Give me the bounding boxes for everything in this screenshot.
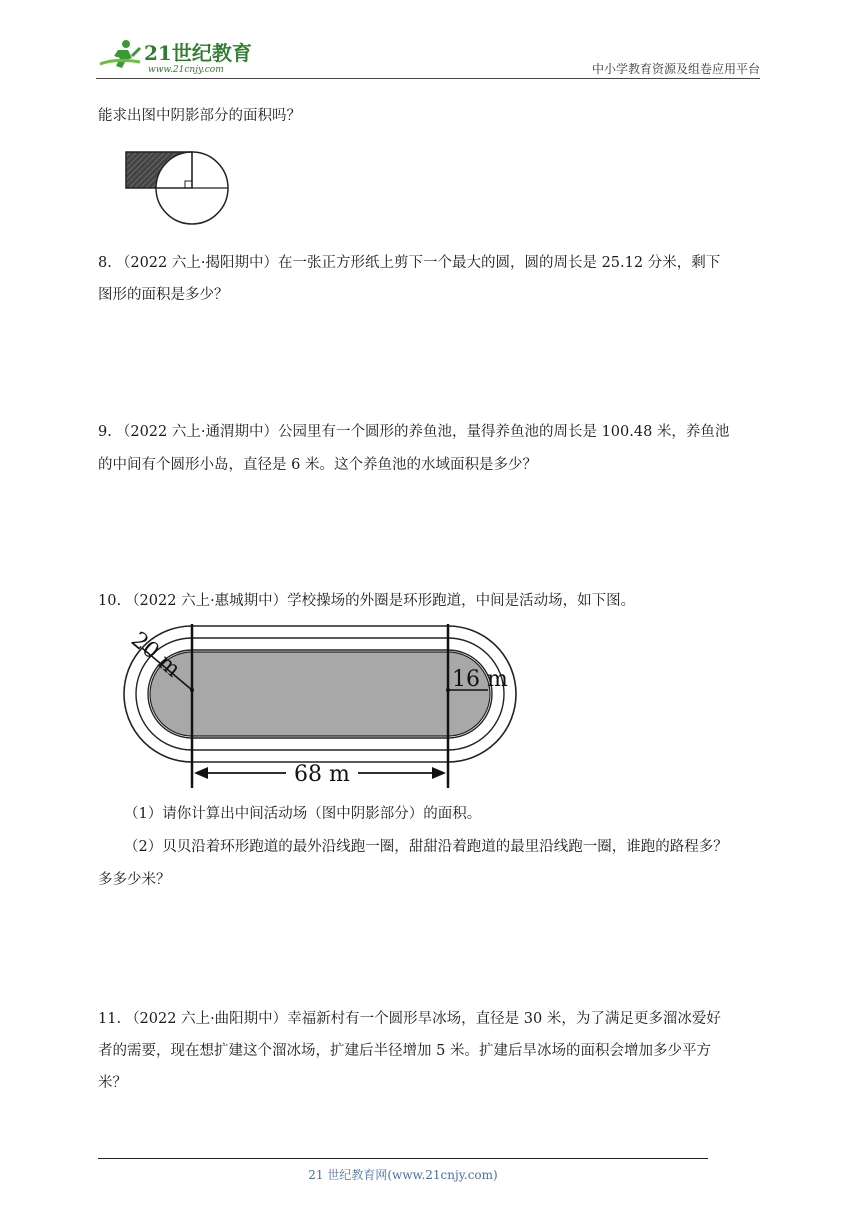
question-11-number: 11. bbox=[98, 1011, 122, 1027]
question-8-line-1 bbox=[98, 253, 720, 273]
question-10-number: 10. bbox=[98, 593, 122, 609]
label-20m: 20 m bbox=[126, 627, 186, 683]
intro-question: 能求出图中阴影部分的面积吗？ bbox=[98, 108, 301, 124]
question-9-number: 9. bbox=[98, 424, 112, 440]
question-10-line-1 bbox=[98, 591, 635, 611]
label-68m: 68 m bbox=[294, 762, 350, 787]
question-9-line-2: 的中间有个圆形小岛，直径是 6 米。这个养鱼池的水域面积是多少？ bbox=[98, 457, 537, 473]
logo-main-text: 21世纪教育 bbox=[144, 41, 252, 65]
question-10-sub-1: （1）请你计算出中间活动场（图中阴影部分）的面积。 bbox=[124, 806, 482, 822]
runner-icon bbox=[100, 40, 140, 68]
question-9-line-1 bbox=[98, 422, 729, 442]
question-11-line-2: 者的需要，现在想扩建这个溜冰场，扩建后半径增加 5 米。扩建后旱冰场的面积会增加多少平方 bbox=[98, 1043, 711, 1059]
question-11-text-1: （2022 六上·曲阳期中）幸福新村有一个圆形旱冰场，直径是 30 米，为了满足更多溜冰爱好 bbox=[125, 1011, 721, 1027]
question-10-text-1: （2022 六上·惠城期中）学校操场的外圈是环形跑道，中间是活动场，如下图。 bbox=[125, 593, 636, 609]
question-8-number: 8. bbox=[98, 255, 112, 271]
label-16m: 16 m bbox=[452, 667, 508, 692]
header-platform-text: 中小学教育资源及组卷应用平台 bbox=[591, 62, 760, 76]
question-11-line-3: 米？ bbox=[98, 1075, 127, 1091]
header-divider bbox=[96, 78, 760, 79]
footer-link[interactable]: 21 世纪教育网(www.21cnjy.com) bbox=[308, 1168, 498, 1182]
footer-divider bbox=[98, 1158, 708, 1159]
logo-sub-text: www.21cnjy.com bbox=[148, 65, 224, 75]
figure-running-track bbox=[118, 618, 528, 800]
question-9-text-1: （2022 六上·通渭期中）公园里有一个圆形的养鱼池，量得养鱼池的周长是 100.48 米，养鱼池 bbox=[115, 424, 730, 440]
figure-shaded-square-circle bbox=[118, 142, 238, 236]
logo bbox=[96, 36, 266, 78]
question-8-line-2: 图形的面积是多少？ bbox=[98, 287, 229, 303]
question-10-sub-3: 多多少米？ bbox=[98, 872, 171, 888]
question-10-sub-2: （2）贝贝沿着环形跑道的最外沿线跑一圈，甜甜沿着跑道的最里沿线跑一圈，谁跑的路程多？ bbox=[124, 839, 728, 855]
question-11-line-1 bbox=[98, 1009, 721, 1029]
question-8-text-1: （2022 六上·揭阳期中）在一张正方形纸上剪下一个最大的圆，圆的周长是 25.12 分米，剩下 bbox=[115, 255, 721, 271]
